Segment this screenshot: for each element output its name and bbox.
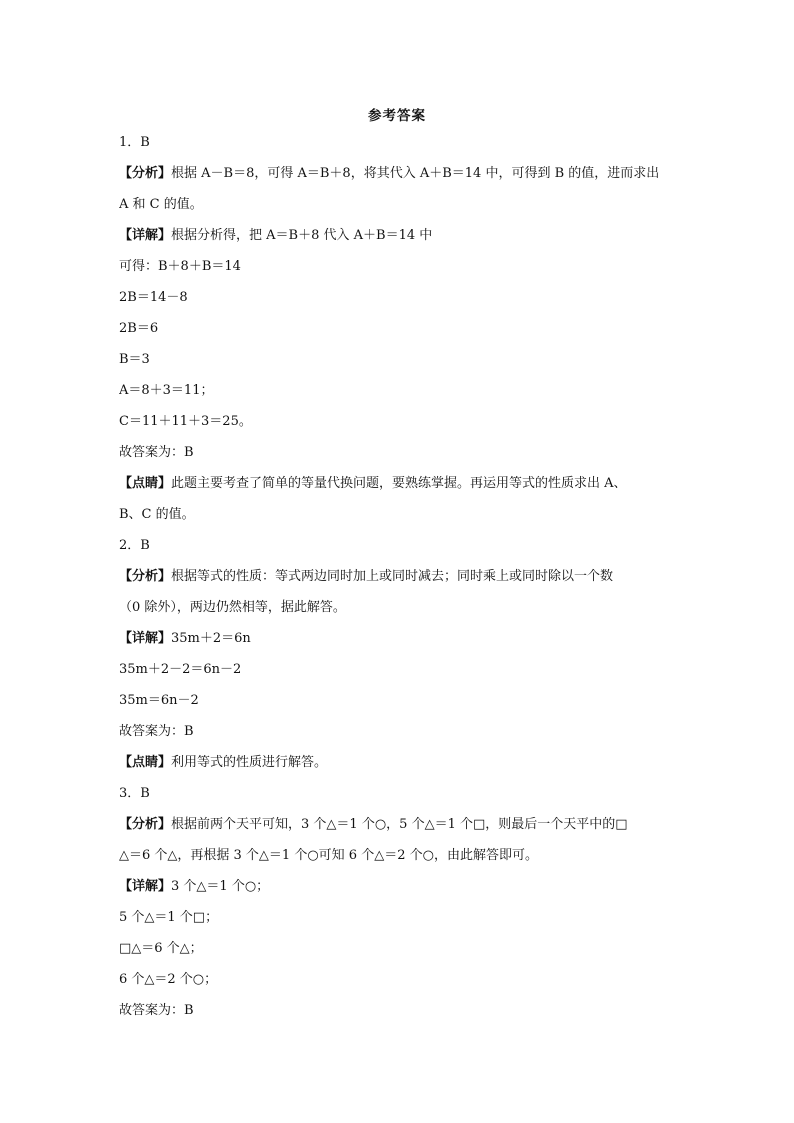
text-line (119, 964, 679, 995)
line-text: □△＝6 个△； (119, 941, 203, 956)
text-line (119, 251, 679, 282)
line-text: B、C 的值。 (119, 507, 195, 522)
line-text: 根据等式的性质：等式两边同时加上或同时减去；同时乘上或同时除以一个数 (171, 569, 614, 584)
text-line (119, 437, 679, 468)
line-text: 2．B (119, 538, 150, 553)
text-line (119, 406, 679, 437)
line-text: （0 除外），两边仍然相等，据此解答。 (119, 600, 346, 615)
text-line (119, 127, 679, 158)
line-text: 此题主要考查了简单的等量代换问题，要熟练掌握。再运用等式的性质求出 A、 (171, 476, 627, 491)
text-line (119, 871, 679, 902)
text-line (119, 654, 679, 685)
line-text: B＝3 (119, 352, 150, 367)
text-line (119, 189, 679, 220)
section-tag: 【详解】 (119, 879, 172, 894)
section-tag: 【点睛】 (119, 476, 172, 491)
section-tag: 【分析】 (119, 817, 172, 832)
section-tag: 【分析】 (119, 569, 172, 584)
text-line (119, 716, 679, 747)
text-line (119, 282, 679, 313)
text-line (119, 561, 679, 592)
line-text: △＝6 个△，再根据 3 个△＝1 个○可知 6 个△＝2 个○，由此解答即可。 (119, 848, 538, 863)
text-line (119, 995, 679, 1026)
line-text: 6 个△＝2 个○； (119, 972, 218, 987)
text-line (119, 530, 679, 561)
line-text: 故答案为：B (119, 1003, 194, 1018)
text-line (119, 313, 679, 344)
line-text: 根据前两个天平可知，3 个△＝1 个○，5 个△＝1 个□，则最后一个天平中的□ (171, 817, 628, 832)
line-text: 35m＋2－2＝6n－2 (119, 662, 242, 677)
line-text: 3 个△＝1 个○； (171, 879, 270, 894)
line-text: 3．B (119, 786, 150, 801)
text-line (119, 685, 679, 716)
text-line (119, 840, 679, 871)
text-line (119, 809, 679, 840)
section-tag: 【点睛】 (119, 755, 172, 770)
line-text: 5 个△＝1 个□； (119, 910, 219, 925)
text-line (119, 902, 679, 933)
line-text: 2B＝6 (119, 321, 159, 336)
section-tag: 【详解】 (119, 631, 172, 646)
line-text: 可得：B＋8＋B＝14 (119, 259, 241, 274)
line-text: C＝11＋11＋3＝25。 (119, 414, 252, 429)
answer-content (119, 127, 679, 1026)
text-line (119, 220, 679, 251)
text-line (119, 158, 679, 189)
line-text: 利用等式的性质进行解答。 (171, 755, 328, 770)
line-text: A＝8＋3＝11； (119, 383, 214, 398)
line-text: A 和 C 的值。 (119, 197, 203, 212)
text-line (119, 499, 679, 530)
text-line (119, 778, 679, 809)
text-line (119, 623, 679, 654)
text-line (119, 592, 679, 623)
section-tag: 【分析】 (119, 166, 172, 181)
line-text: 故答案为：B (119, 724, 194, 739)
text-line (119, 747, 679, 778)
line-text: 根据分析得，把 A＝B＋8 代入 A＋B＝14 中 (171, 228, 433, 243)
text-line (119, 933, 679, 964)
line-text: 故答案为：B (119, 445, 194, 460)
line-text: 35m＝6n－2 (119, 693, 199, 708)
line-text: 35m＋2＝6n (171, 631, 251, 646)
section-tag: 【详解】 (119, 228, 172, 243)
line-text: 1．B (119, 135, 150, 150)
line-text: 根据 A－B＝8，可得 A＝B＋8，将其代入 A＋B＝14 中，可得到 B 的值，进而求出 (171, 166, 660, 181)
page-title: 参考答案 (368, 108, 426, 124)
line-text: 2B＝14－8 (119, 290, 188, 305)
text-line (119, 344, 679, 375)
text-line (119, 375, 679, 406)
text-line (119, 468, 679, 499)
